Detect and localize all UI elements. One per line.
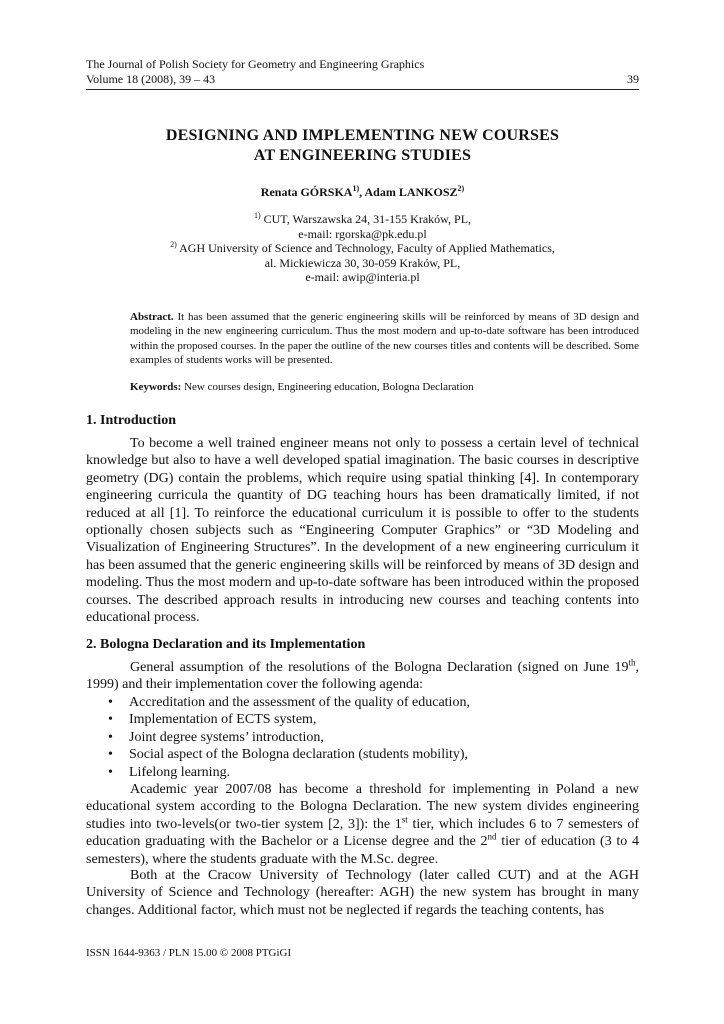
list-item — [86, 746, 639, 763]
section-2-paragraph-3 — [86, 867, 639, 919]
list-item-text: Implementation of ECTS system, — [129, 712, 317, 728]
intro-superscript: th — [628, 657, 636, 668]
abstract-text: It has been assumed that the generic engineering skills will be reinforced by means of 3D design and modeling in the new engineering curriculum. Thus the most modern and up-to-date software has been introduced within the proposed courses. In the paper the outline of the new courses titles and contents will be described. Some examples of students works will be presented. — [130, 311, 639, 367]
intro-text: To become a well trained engineer means not only to possess a certain level of technical knowledge but also to have a well developed spatial imagination. The basic courses in descriptive geometry (DG) contain the problems, which require using spatial thinking [4]. In contemporary engineering curricula the quantity of DG teaching hours has been dramatically limited, if not reduced at all [1]. To reinforce the educational curriculum it is possible to offer to the students optionally chosen subjects such as “Engineering Computer Graphics” or “3D Modeling and Visualization of Engineering Structures”. In the development of a new engineering curriculum it has been assumed that the generic engineering skills will be reinforced by means of 3D design and modeling. Thus the most modern and up-to-date software has been introduced within the proposed courses. The described approach results in introducing new courses and teaching contents into educational process. — [86, 436, 639, 626]
running-header — [86, 57, 639, 87]
p3-text-a: Academic year 2007/08 has become a threshold for implementing in Poland a new educational system according to the Bologna Declaration. The new system divides engineering studies into two-levels(or two-tier system [2, 3]): the 1 — [86, 782, 639, 832]
affiliations — [86, 212, 639, 285]
list-item-text: Lifelong learning. — [129, 764, 231, 780]
section-1-heading: 1. Introduction — [86, 413, 176, 428]
abstract-label: Abstract. — [130, 311, 174, 323]
affil-2-email: e-mail: awip@interia.pl — [305, 270, 420, 284]
keywords-label: Keywords: — [130, 381, 182, 393]
bullet-icon: • — [108, 747, 113, 763]
bullet-icon: • — [108, 729, 113, 745]
affil-2-institution: AGH University of Science and Technology, Faculty of Applied Mathematics, — [176, 241, 555, 255]
affil-1-address: CUT, Warszawska 24, 31-155 Kraków, PL, — [260, 212, 472, 226]
journal-name: The Journal of Polish Society for Geometry and Engineering Graphics — [86, 57, 425, 71]
intro-b: , 1999) and their implementation cover the following agenda: — [86, 660, 639, 693]
affil-2-marker: 2) — [170, 240, 177, 249]
volume-info: Volume 18 (2008), 39 – 43 — [86, 72, 216, 86]
affil-2-address: al. Mickiewicza 30, 30-059 Kraków, PL, — [264, 255, 461, 270]
list-item — [86, 764, 639, 781]
bullet-icon: • — [108, 712, 113, 728]
paper-title — [86, 126, 639, 166]
author-separator: , — [359, 185, 365, 199]
affil-1-email: e-mail: rgorska@pk.edu.pl — [298, 226, 427, 241]
section-2-heading: 2. Bologna Declaration and its Implementation — [86, 637, 366, 652]
list-item — [86, 711, 639, 728]
p4-text: Both at the Cracow University of Technology (later called CUT) and at the AGH University of Science and Technology (hereafter: AGH) the new system has brought in many changes. Additional factor, which must not be neglected if regards the teaching contents, has — [86, 868, 639, 918]
paper-page — [86, 0, 639, 1024]
list-item-text: Accreditation and the assessment of the quality of education, — [129, 695, 470, 710]
author-1-affil-marker: 1) — [352, 184, 360, 193]
intro-a: General assumption of the resolutions of the Bologna Declaration (signed on June 19 — [130, 660, 629, 675]
author-2-affil-marker: 2) — [457, 184, 465, 193]
title-line-1: DESIGNING AND IMPLEMENTING NEW COURSES — [165, 127, 560, 144]
author-1: Renata GÓRSKA — [260, 185, 353, 199]
title-line-2: AT ENGINEERING STUDIES — [253, 147, 472, 164]
p3-text-c: tier of education (3 to 4 semesters), where the students graduate with the M.Sc. degree. — [86, 834, 640, 867]
agenda-list — [86, 694, 639, 781]
p3-superscript-1: st — [401, 814, 408, 825]
author-2: Adam LANKOSZ — [364, 185, 458, 199]
list-item-text: Social aspect of the Bologna declaration (students mobility), — [129, 747, 469, 763]
abstract — [130, 310, 639, 368]
bullet-icon: • — [108, 695, 113, 710]
p3-superscript-2: nd — [487, 831, 497, 842]
list-item — [86, 694, 639, 711]
page-footer: ISSN 1644-9363 / PLN 15.00 © 2008 PTGiGI — [86, 947, 292, 959]
list-item-text: Joint degree systems’ introduction, — [129, 729, 324, 745]
header-divider — [86, 89, 639, 90]
affil-1-marker: 1) — [253, 211, 261, 220]
list-item — [86, 729, 639, 746]
section-1-paragraph — [86, 435, 639, 626]
section-2-intro — [86, 659, 639, 694]
section-2-paragraph-2 — [86, 781, 639, 868]
bullet-icon: • — [108, 764, 113, 780]
page-number: 39 — [627, 72, 639, 86]
author-list — [86, 185, 639, 199]
p3-text-b: tier, which includes 6 to 7 semesters of education graduating with the Bachelor or a License degree and the 2 — [86, 816, 639, 850]
keywords-text: New courses design, Engineering education, Bologna Declaration — [181, 381, 474, 393]
keywords — [130, 380, 639, 394]
